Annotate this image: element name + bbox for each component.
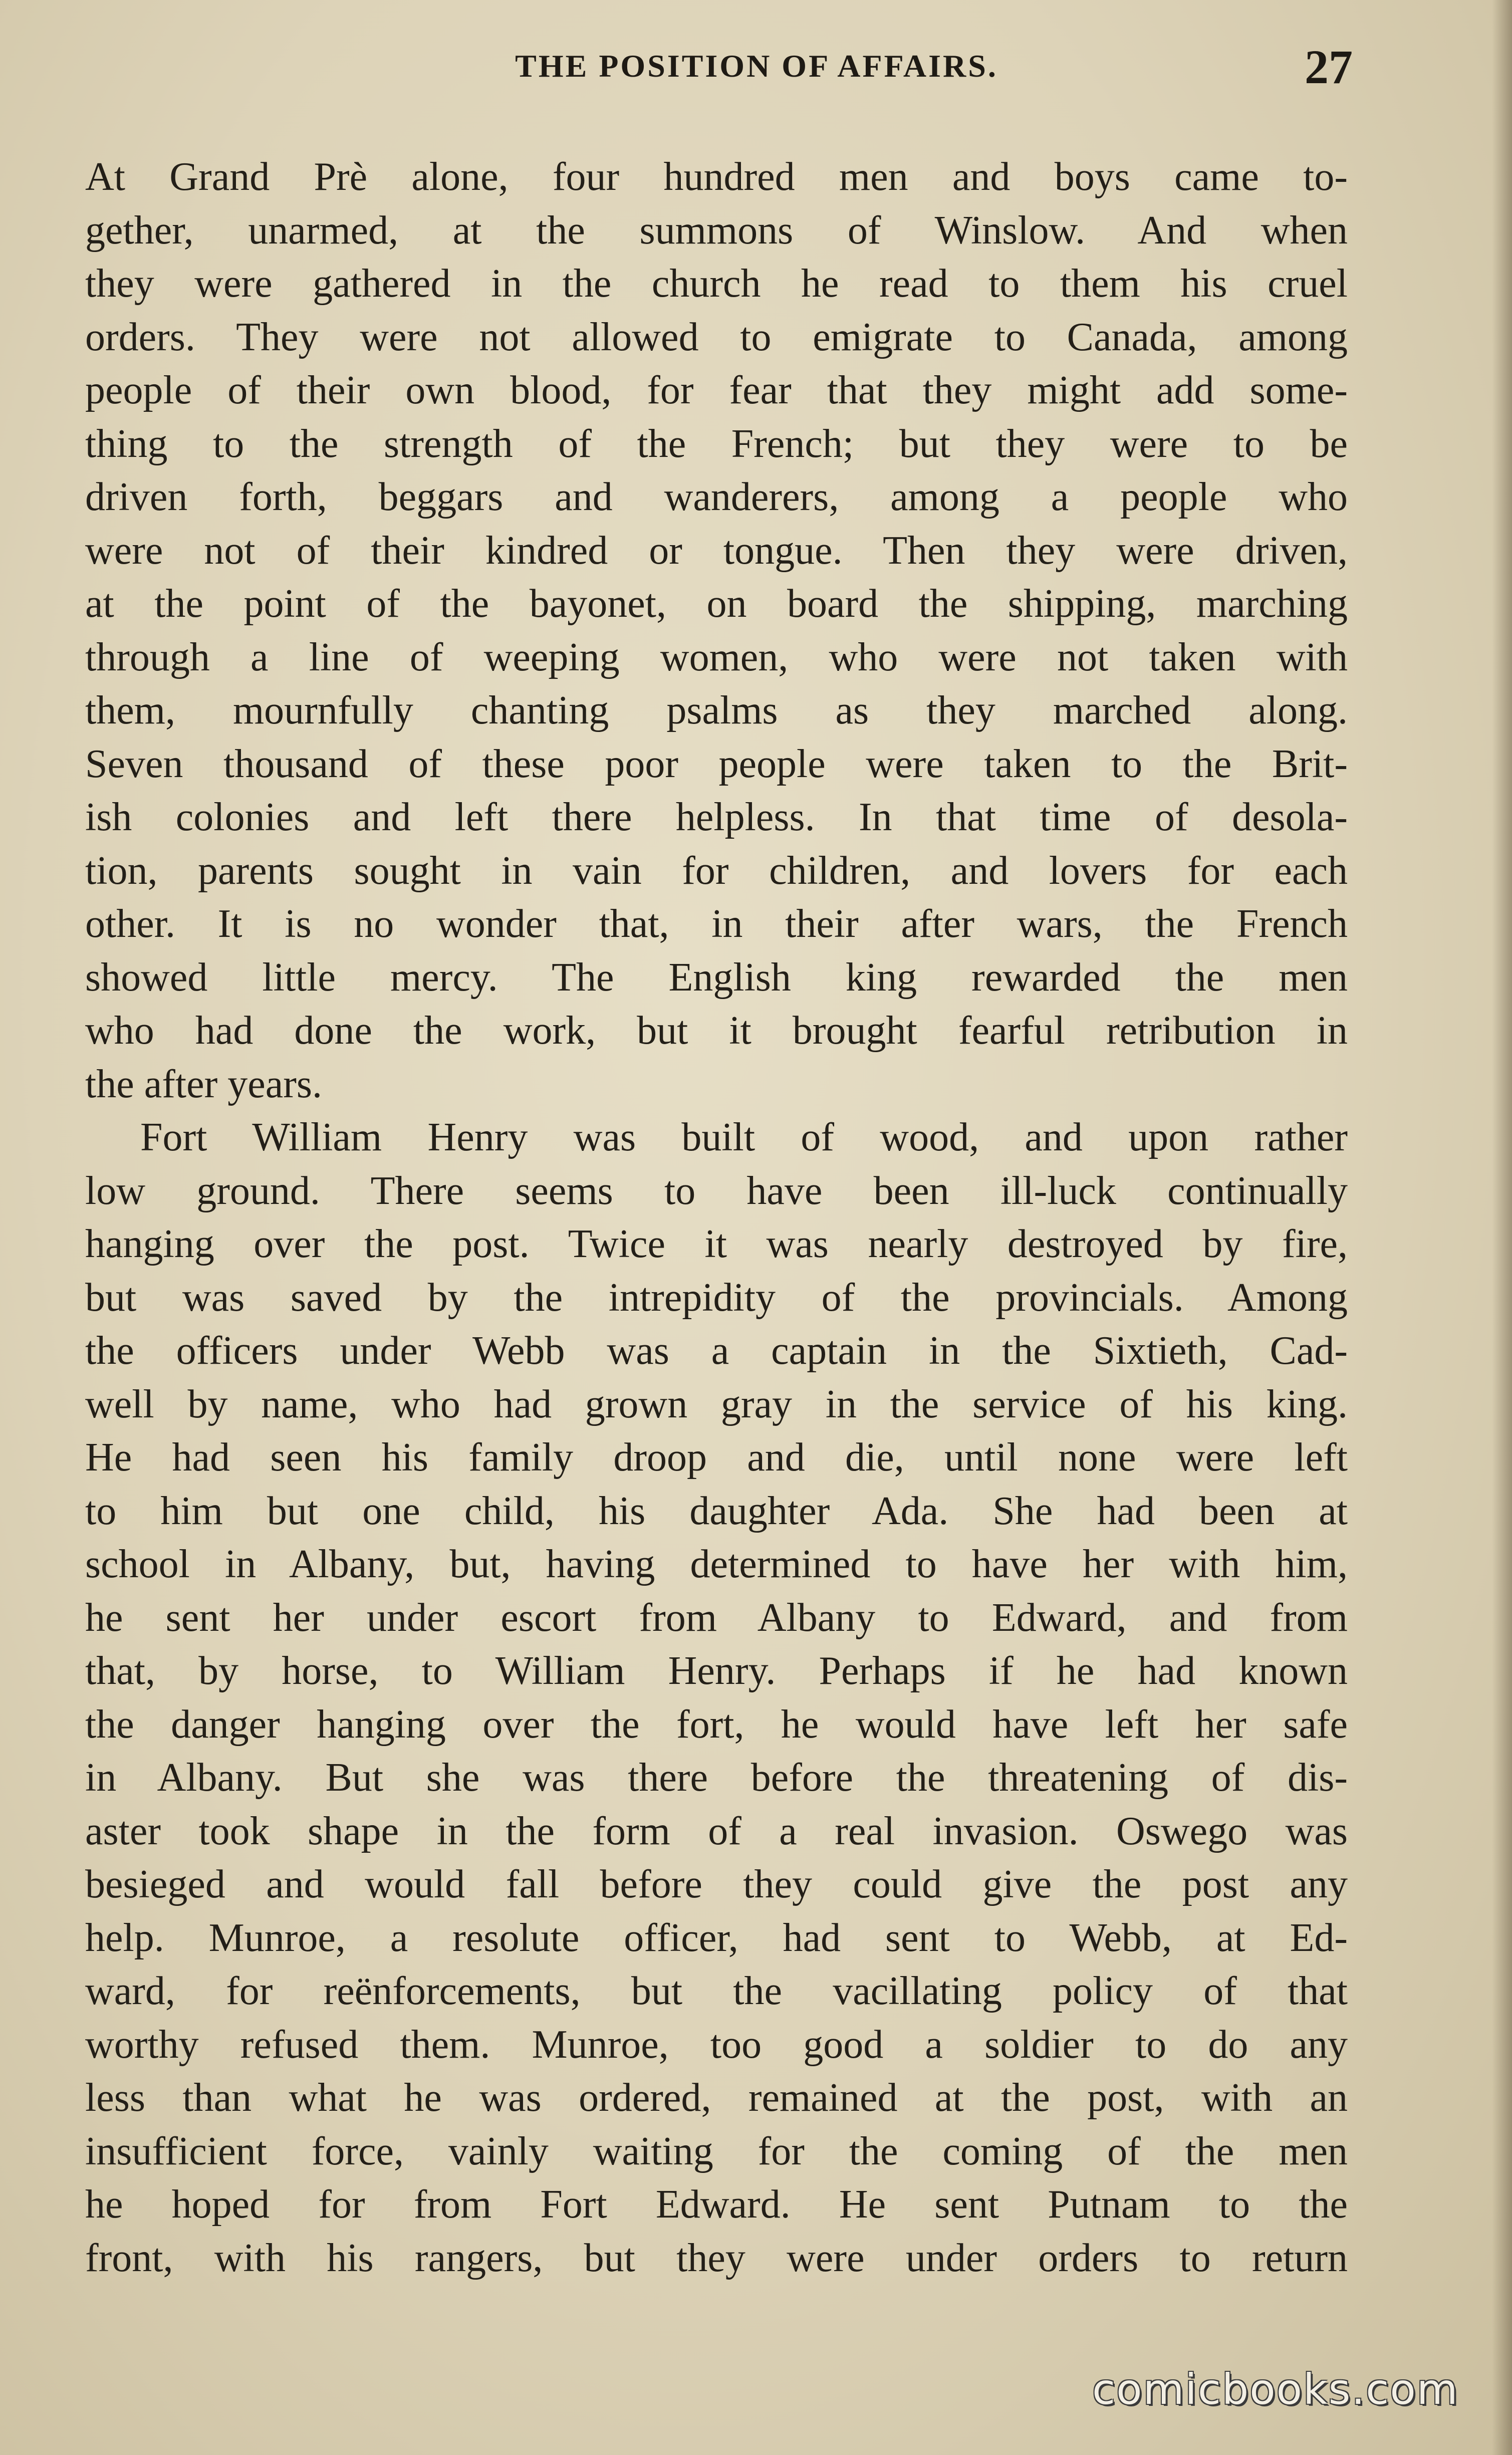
- text-line: worthy refused them. Munroe, too good a soldier to do any: [85, 2022, 1348, 2067]
- paragraph-1: [85, 150, 1348, 1111]
- text-line: besieged and would fall before they could give the post any: [85, 1862, 1348, 1906]
- text-line: ish colonies and left there helpless. In that time of desola-: [85, 795, 1348, 839]
- text-line: at the point of the bayonet, on board the shipping, marching: [85, 582, 1348, 626]
- text-line: in Albany. But she was there before the threatening of dis-: [85, 1756, 1348, 1800]
- text-line: other. It is no wonder that, in their after wars, the French: [85, 902, 1348, 946]
- text-line: thing to the strength of the French; but they were to be: [85, 421, 1348, 466]
- text-line: showed little mercy. The English king rewarded the men: [85, 955, 1348, 1000]
- text-line: ward, for reënforcements, but the vacillating policy of that: [85, 1969, 1348, 2013]
- text-line: people of their own blood, for fear that they might add some-: [85, 368, 1348, 412]
- text-line: help. Munroe, a resolute officer, had sent to Webb, at Ed-: [85, 1915, 1348, 1960]
- text-line: hanging over the post. Twice it was nearly destroyed by fire,: [85, 1222, 1348, 1266]
- text-line: driven forth, beggars and wanderers, among a people who: [85, 475, 1348, 519]
- text-line: orders. They were not allowed to emigrate to Canada, among: [85, 315, 1348, 359]
- running-title: THE POSITION OF AFFAIRS.: [515, 48, 998, 84]
- text-line: the officers under Webb was a captain in the Sixtieth, Cad-: [85, 1329, 1348, 1373]
- text-line: the danger hanging over the fort, he would have left her safe: [85, 1702, 1348, 1747]
- text-line: were not of their kindred or tongue. Then they were driven,: [85, 528, 1348, 573]
- text-line: he sent her under escort from Albany to Edward, and from: [85, 1595, 1348, 1640]
- text-line: tion, parents sought in vain for children, and lovers for each: [85, 848, 1348, 893]
- text-line: school in Albany, but, having determined to have her with him,: [85, 1542, 1348, 1586]
- page-edge-shadow: [1492, 0, 1512, 2455]
- text-line: low ground. There seems to have been ill-luck continually: [85, 1168, 1348, 1213]
- text-line: them, mournfully chanting psalms as they marched along.: [85, 688, 1348, 732]
- text-line: to him but one child, his daughter Ada. She had been at: [85, 1489, 1348, 1533]
- text-line: through a line of weeping women, who were not taken with: [85, 635, 1348, 679]
- text-line: At Grand Prè alone, four hundred men and boys came to-: [85, 155, 1348, 199]
- text-line: insufficient force, vainly waiting for the coming of the men: [85, 2129, 1348, 2173]
- text-line: but was saved by the intrepidity of the provincials. Among: [85, 1275, 1348, 1320]
- text-line: Seven thousand of these poor people were taken to the Brit-: [85, 742, 1348, 786]
- text-line: less than what he was ordered, remained at the post, with an: [85, 2076, 1348, 2120]
- text-line: well by name, who had grown gray in the service of his king.: [85, 1382, 1348, 1426]
- text-line: gether, unarmed, at the summons of Winslow. And when: [85, 208, 1348, 253]
- paragraph-2: [85, 1111, 1348, 2285]
- text-line: that, by horse, to William Henry. Perhaps if he had known: [85, 1649, 1348, 1693]
- text-line: Fort William Henry was built of wood, and upon rather: [140, 1115, 1348, 1159]
- watermark: comicbooks.com: [1092, 2365, 1459, 2414]
- page-number: 27: [1305, 40, 1353, 94]
- text-line: the after years.: [85, 1062, 323, 1106]
- text-line: he hoped for from Fort Edward. He sent Putnam to the: [85, 2182, 1348, 2227]
- text-line: aster took shape in the form of a real invasion. Oswego was: [85, 1809, 1348, 1853]
- text-line: who had done the work, but it brought fearful retribution in: [85, 1009, 1348, 1053]
- text-line: He had seen his family droop and die, until none were left: [85, 1435, 1348, 1480]
- text-line: they were gathered in the church he read to them his cruel: [85, 262, 1348, 306]
- text-line: front, with his rangers, but they were under orders to return: [85, 2236, 1348, 2280]
- body-text: [85, 150, 1348, 2285]
